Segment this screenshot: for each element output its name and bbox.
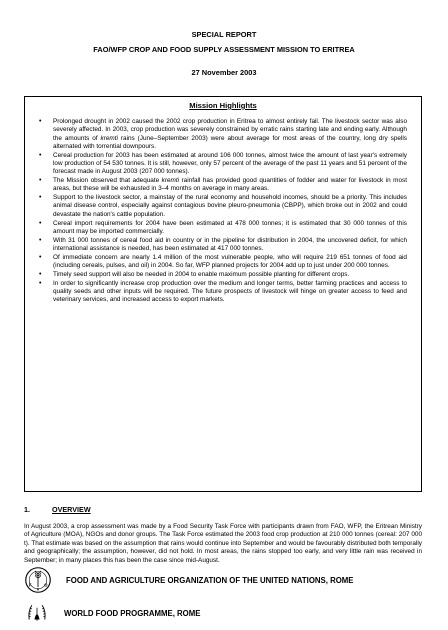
- wfp-logo-icon: [24, 600, 50, 626]
- section-number: 1.: [24, 505, 30, 514]
- wfp-name: WORLD FOOD PROGRAMME, ROME: [64, 608, 201, 618]
- highlights-list: [25, 118, 421, 305]
- highlight-item: • The Mission observed that adequate kremti rainfall has provided good quantities of fodder and water for livestock in most areas, but these will be exhausted in 3–4 months on average in many areas.: [53, 177, 407, 194]
- fao-name: FOOD AND AGRICULTURE ORGANIZATION OF THE UNITED NATIONS, ROME: [66, 575, 354, 585]
- wfp-footer: [24, 600, 200, 626]
- mission-highlights-box: [24, 96, 422, 492]
- svg-text:A: A: [36, 587, 40, 592]
- section-heading: [24, 505, 91, 514]
- mission-highlights-title: Mission Highlights: [189, 101, 257, 110]
- highlight-item: • Support to the livestock sector, a mainstay of the rural economy and household incomes, should be a priority. This includes animal disease control, especially against contagious bovine pleuro-pneumonia (CBPP), which broke out in 2002 and could devastate the nation's cattle population.: [53, 194, 407, 219]
- svg-text:O: O: [44, 582, 48, 588]
- highlight-item: • Cereal production for 2003 has been estimated at around 106 000 tonnes, almost twice the amount of last year's extremely low production of 54 530 tonnes. It is still, however, only 57 percent of the average of the past 11 years and 51 percent of the forecast made in August 2003 (207 000 tonnes).: [53, 152, 407, 177]
- highlight-item: • Cereal import requirements for 2004 have been estimated at 478 000 tonnes; it is estimated that 30 000 tonnes of this amount may be imported commercially.: [53, 220, 407, 237]
- fao-footer: [24, 566, 353, 594]
- section-title: OVERVIEW: [52, 505, 91, 514]
- highlight-item: • Prolonged drought in 2002 caused the 2002 crop production in Eritrea to almost entirely fail. The livestock sector was also severely affected. In 2003, crop production was severely constrained by erratic rains starting late and ending early. Although the amounts of kremti rains (June–September 2003) were about average for most areas of the country, long dry spells alternated with torrential downpours.: [53, 118, 407, 151]
- highlight-item: • In order to significantly increase crop production over the medium and longer terms, better farming practices and access to quality seeds and other inputs will be required. The future prospects of livestock will hinge on greater access to feed and veterinary services, and increased access to export markets.: [53, 280, 407, 305]
- highlight-item: • Of immediate concern are nearly 1.4 million of the most vulnerable people, who will require 219 651 tonnes of food aid (including cereals, pulses, and oil) in 2004. So far, WFP planned projects for 2004 add up to just under 200 000 tonnes.: [53, 254, 407, 271]
- highlight-item: • With 31 000 tonnes of cereal food aid in country or in the pipeline for distribution in 2004, the uncovered deficit, for which international assistance is needed, has been estimated at 417 000 tonnes.: [53, 237, 407, 254]
- highlight-item: • Timely seed support will also be needed in 2004 to enable maximum possible planting for different crops.: [53, 271, 407, 279]
- report-type: SPECIAL REPORT: [191, 30, 257, 39]
- report-date: 27 November 2003: [191, 68, 257, 77]
- overview-paragraph: In August 2003, a crop assessment was made by a Food Security Task Force with participants drawn from FAO, WFP, the Eritrean Ministry of Agriculture (MOA), NGOs and donor groups. The Task Force estimated the 2003 food crop production at 210 000 tonnes (cereal: 207 000 t). That estimate was based on the assumption that rains would continue into September and would be favourably distributed both temporally and geographically; the assumption, however, did not hold. In most areas, the rains stopped too early, and very little rain was received in September; in many places this has been the case since mid-August.: [24, 523, 422, 564]
- report-title: FAO/WFP CROP AND FOOD SUPPLY ASSESSMENT MISSION TO ERITREA: [93, 45, 355, 54]
- fao-logo-icon: [24, 566, 52, 594]
- svg-text:F: F: [28, 582, 32, 588]
